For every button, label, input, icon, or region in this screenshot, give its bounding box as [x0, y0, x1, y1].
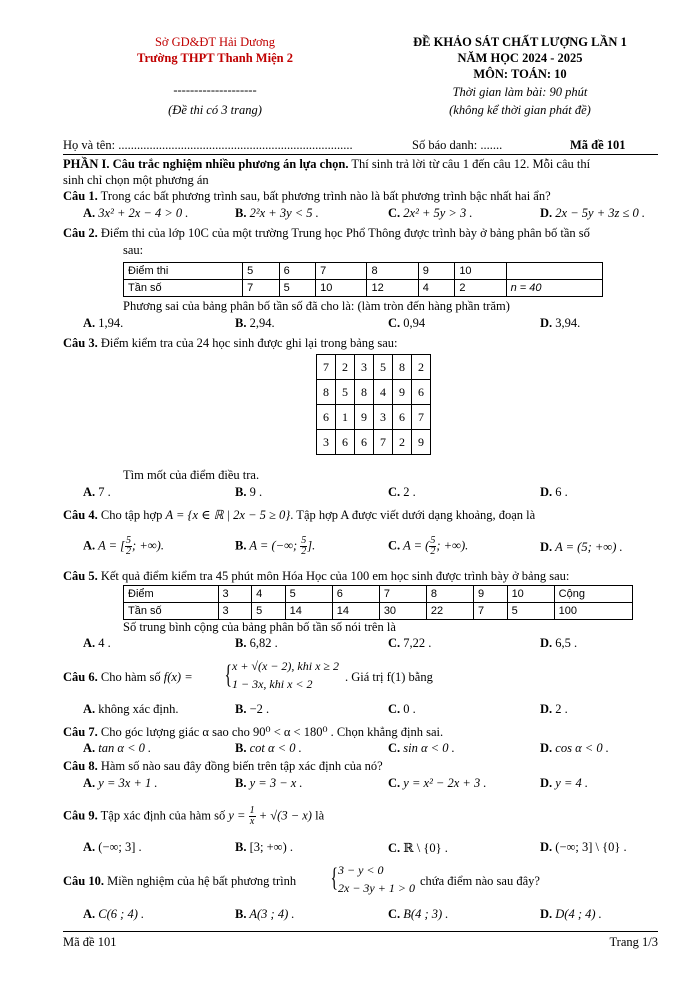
- table-cell: 7: [474, 603, 508, 620]
- q8-option-c: C. y = x² − 2x + 3 .: [388, 776, 487, 790]
- q7-option-c: C. sin α < 0 .: [388, 741, 455, 755]
- table-cell: [506, 263, 602, 280]
- table-cell: Tần số: [124, 603, 219, 620]
- table-cell: 9: [412, 430, 431, 455]
- q1-option-a: A. 3x² + 2x − 4 > 0 .: [83, 206, 189, 220]
- table-cell: 5: [507, 603, 554, 620]
- table-row: [317, 380, 431, 405]
- table-cell: Tần số: [124, 280, 243, 297]
- q8-option-b: B. y = 3 − x .: [235, 776, 303, 790]
- table-cell: 3: [317, 430, 336, 455]
- q2-option-d: D. 3,94.: [540, 316, 581, 330]
- table-cell: 7: [379, 586, 426, 603]
- table-cell: 8: [367, 263, 418, 280]
- table-cell: 2: [455, 280, 506, 297]
- part1-heading: [63, 157, 658, 172]
- q10-option-a: A. C(6 ; 4) .: [83, 907, 145, 921]
- question-10: Câu 10. Miền nghiệm của hệ bất phương trình: [63, 874, 297, 888]
- student-id-field: Số báo danh: .......: [412, 138, 503, 152]
- table-cell: 6: [279, 263, 316, 280]
- exam-time: Thời gian làm bài: 90 phút: [452, 85, 588, 99]
- table-cell: 14: [285, 603, 332, 620]
- table-cell: 12: [367, 280, 418, 297]
- q7-option-b: B. cot α < 0 .: [235, 741, 302, 755]
- table-cell: 2: [336, 355, 355, 380]
- table-row: [317, 430, 431, 455]
- question-4: Câu 4. Cho tập hợp A = {x ∈ ℝ | 2x − 5 ≥ 0}. Tập hợp A được viết dưới dạng khoảng, đoạn là: [63, 508, 536, 522]
- table-cell: 7: [243, 280, 280, 297]
- q10-case-2: 2x − 3y + 1 > 0: [338, 881, 415, 895]
- table-cell: 3: [218, 603, 252, 620]
- question-6: Câu 6. Cho hàm số f(x) =: [63, 670, 193, 684]
- table-cell: 9: [418, 263, 455, 280]
- table-cell: 5: [285, 586, 332, 603]
- q10-option-d: D. D(4 ; 4) .: [540, 907, 602, 921]
- school-year: NĂM HỌC 2024 - 2025: [457, 51, 583, 65]
- q10-text-post: chứa điểm nào sau đây?: [420, 874, 540, 888]
- table-cell: Điểm thi: [124, 263, 243, 280]
- table-cell: 9: [474, 586, 508, 603]
- q10-option-c: C. B(4 ; 3) .: [388, 907, 449, 921]
- q4-option-c: C. A = ( $\frac{5}{2}$ ; +∞).: [388, 535, 469, 557]
- q2-ask: Phương sai của bảng phân bố tần số đã cho là: (làm tròn đến hàng phần trăm): [123, 299, 510, 313]
- table-cell: 6: [336, 430, 355, 455]
- q6-text-post: . Giá trị f(1) bằng: [345, 670, 433, 684]
- q5-ask: Số trung bình cộng của bảng phân bố tần số nói trên là: [123, 620, 396, 634]
- table-cell: 5: [336, 380, 355, 405]
- table-cell: 14: [332, 603, 379, 620]
- q2-option-a: A. 1,94.: [83, 316, 124, 330]
- school-name: Trường THPT Thanh Miện 2: [137, 51, 293, 65]
- table-cell: Cộng: [554, 586, 632, 603]
- table-cell: 5: [374, 355, 393, 380]
- footer-page-number: Trang 1/3: [609, 935, 658, 949]
- table-cell: 5: [279, 280, 316, 297]
- table-cell: 3: [355, 355, 374, 380]
- q9-option-c: C. ℝ \ {0} .: [388, 841, 448, 855]
- table-cell: 6: [412, 380, 431, 405]
- table-cell: 6: [332, 586, 379, 603]
- table-cell: 4: [374, 380, 393, 405]
- q2-frequency-table: [123, 262, 603, 297]
- q6-option-d: D. 2 .: [540, 702, 568, 716]
- footer-divider: [63, 931, 658, 932]
- part1-desc-2: sinh chỉ chọn một phương án: [63, 173, 209, 187]
- table-cell: 10: [455, 263, 506, 280]
- q1-option-d: D. 2x − 5y + 3z ≤ 0 .: [540, 206, 645, 220]
- question-2: Câu 2. Điểm thi của lớp 10C của một trường Trung học Phổ Thông được trình bày ở bảng phân bố tần số: [63, 226, 590, 240]
- q2-option-b: B. 2,94.: [235, 316, 275, 330]
- q3-score-grid: [316, 354, 431, 455]
- footer-exam-code: Mã đề 101: [63, 935, 117, 949]
- question-1: [63, 189, 658, 204]
- table-cell: 7: [374, 430, 393, 455]
- table-cell: 6: [355, 430, 374, 455]
- table-cell: 7: [316, 263, 367, 280]
- exam-time-note: (không kể thời gian phát đề): [449, 103, 591, 117]
- q6-option-b: B. −2 .: [235, 702, 270, 716]
- q4-option-d: D. A = (5; +∞) .: [540, 540, 623, 554]
- table-cell: 5: [252, 603, 286, 620]
- q10-brace: {: [330, 863, 338, 892]
- exam-title: ĐỀ KHẢO SÁT CHẤT LƯỢNG LẦN 1: [413, 35, 627, 49]
- table-row: [124, 280, 603, 297]
- q5-option-b: B. 6,82 .: [235, 636, 278, 650]
- q5-frequency-table: [123, 585, 633, 620]
- q7-option-d: D. cos α < 0 .: [540, 741, 609, 755]
- table-cell: 3: [218, 586, 252, 603]
- table-cell: 8: [317, 380, 336, 405]
- table-cell: 6: [393, 405, 412, 430]
- q3-ask: Tìm mốt của điểm điều tra.: [123, 468, 260, 482]
- table-cell: 10: [316, 280, 367, 297]
- q6-case-1: x + √(x − 2), khi x ≥ 2: [232, 659, 339, 673]
- q4-option-a: A. A = [ $\frac{5}{2}$ ; +∞).: [83, 535, 164, 557]
- part1-desc: Thí sinh trả lời từ câu 1 đến câu 12. Mỗi câu thí: [348, 157, 591, 171]
- part1-title: PHẦN I. Câu trắc nghiệm nhiều phương án lựa chọn.: [63, 157, 349, 171]
- q3-option-a: A. 7 .: [83, 485, 111, 499]
- subject: MÔN: TOÁN: 10: [473, 67, 567, 81]
- q8-option-d: D. y = 4 .: [540, 776, 589, 790]
- q7-option-a: A. tan α < 0 .: [83, 741, 152, 755]
- q5-option-c: C. 7,22 .: [388, 636, 432, 650]
- table-cell: 100: [554, 603, 632, 620]
- table-row: [124, 603, 633, 620]
- table-cell: 2: [393, 430, 412, 455]
- question-label: Câu 1.: [63, 189, 98, 203]
- table-cell: 22: [426, 603, 473, 620]
- table-row: [317, 405, 431, 430]
- q1-option-b: B. 2²x + 3y < 5 .: [235, 206, 319, 220]
- q6-case-2: 1 − 3x, khi x < 2: [232, 677, 313, 691]
- table-cell: 6: [317, 405, 336, 430]
- table-cell: 8: [426, 586, 473, 603]
- pages-note: (Đề thi có 3 trang): [168, 103, 262, 117]
- q1-option-c: C. 2x² + 5y > 3 .: [388, 206, 473, 220]
- q2-text-2: sau:: [123, 243, 144, 257]
- table-cell: 9: [355, 405, 374, 430]
- question-text: Trong các bất phương trình sau, bất phương trình nào là bất phương trình bậc nhất hai ẩn?: [97, 189, 551, 203]
- q8-option-a: A. y = 3x + 1 .: [83, 776, 158, 790]
- table-cell: 4: [418, 280, 455, 297]
- q6-brace: {: [224, 660, 232, 689]
- department-name: Sở GD&ĐT Hải Dương: [154, 35, 276, 49]
- table-cell: 4: [252, 586, 286, 603]
- separator-dashes: --------------------: [173, 83, 257, 97]
- table-row: [124, 263, 603, 280]
- table-row: [124, 586, 633, 603]
- table-cell: n = 40: [506, 280, 602, 297]
- question-9: Câu 9. Tập xác định của hàm số y = $\frac{1}{x}$ + √(3 − x) là: [63, 805, 325, 827]
- question-5: Câu 5. Kết quả điểm kiểm tra 45 phút môn Hóa Học của 100 em học sinh được trình bày ở bảng sau:: [63, 569, 570, 583]
- student-name-field: Họ và tên: ...........................................................................: [63, 138, 353, 152]
- table-row: [317, 355, 431, 380]
- q10-option-b: B. A(3 ; 4) .: [235, 907, 295, 921]
- table-cell: 7: [317, 355, 336, 380]
- table-cell: 5: [243, 263, 280, 280]
- table-cell: 30: [379, 603, 426, 620]
- table-cell: 2: [412, 355, 431, 380]
- q3-option-c: C. 2 .: [388, 485, 416, 499]
- q9-option-a: A. (−∞; 3] .: [83, 840, 142, 854]
- question-8: Câu 8. Hàm số nào sau đây đồng biến trên tập xác định của nó?: [63, 759, 383, 773]
- q9-option-d: D. (−∞; 3] \ {0} .: [540, 840, 627, 854]
- question-7: Câu 7. Cho góc lượng giác α sao cho 90⁰ < α < 180⁰ . Chọn khẳng định sai.: [63, 725, 444, 739]
- q5-option-d: D. 6,5 .: [540, 636, 578, 650]
- q10-case-1: 3 − y < 0: [338, 863, 384, 877]
- table-cell: 10: [507, 586, 554, 603]
- q5-option-a: A. 4 .: [83, 636, 111, 650]
- exam-code: Mã đề 101: [570, 138, 626, 152]
- q9-option-b: B. [3; +∞) .: [235, 840, 293, 854]
- question-3: Câu 3. Điểm kiểm tra của 24 học sinh được ghi lại trong bảng sau:: [63, 336, 398, 350]
- table-cell: 3: [374, 405, 393, 430]
- table-cell: 8: [355, 380, 374, 405]
- q6-option-a: A. không xác định.: [83, 702, 179, 716]
- table-cell: 1: [336, 405, 355, 430]
- table-cell: 9: [393, 380, 412, 405]
- q2-option-c: C. 0,94: [388, 316, 426, 330]
- table-cell: 8: [393, 355, 412, 380]
- table-cell: 7: [412, 405, 431, 430]
- header-divider: [63, 154, 658, 155]
- q6-option-c: C. 0 .: [388, 702, 416, 716]
- q4-option-b: B. A = (−∞; $\frac{5}{2}$ ].: [235, 535, 316, 557]
- q3-option-d: D. 6 .: [540, 485, 568, 499]
- table-cell: Điểm: [124, 586, 219, 603]
- q3-option-b: B. 9 .: [235, 485, 263, 499]
